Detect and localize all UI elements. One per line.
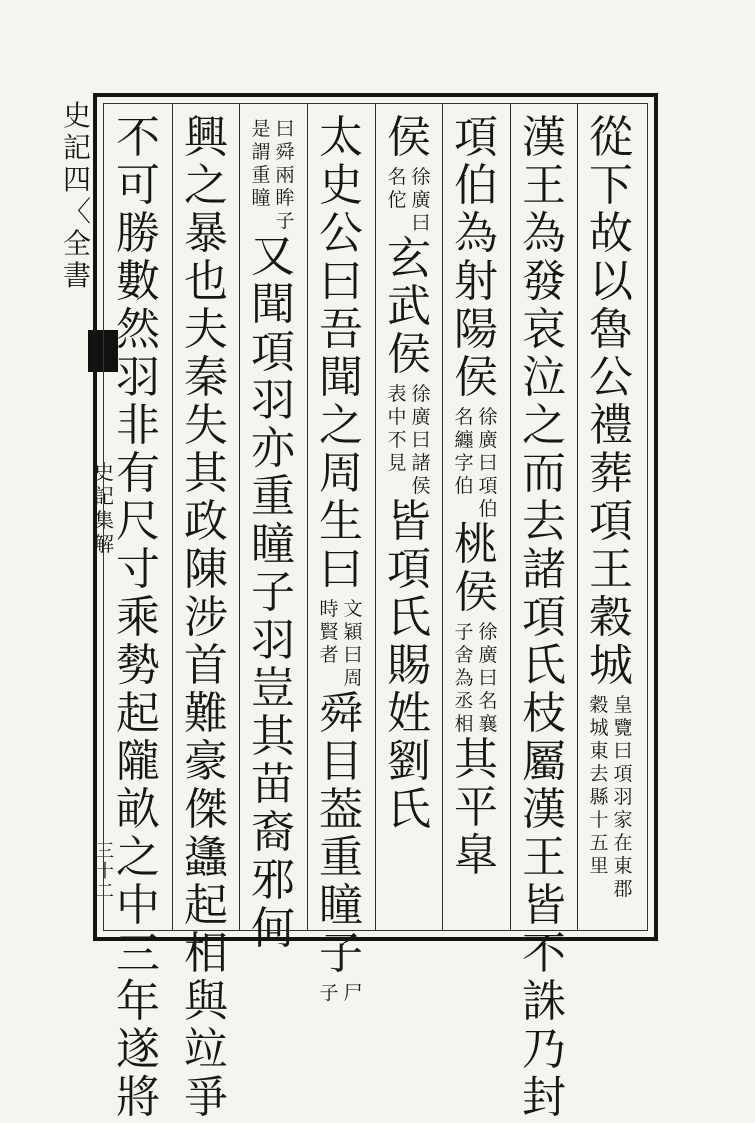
main-text-char: 之 — [116, 832, 160, 883]
annotation-line — [410, 166, 432, 235]
main-text-char: 子 — [319, 928, 363, 979]
main-text-char: 失 — [184, 400, 228, 451]
main-text-char: 聞 — [319, 352, 363, 403]
main-text-char: 勢 — [116, 640, 160, 691]
main-text-char: 傑 — [184, 784, 228, 835]
annotation-char: 東 — [589, 740, 609, 762]
main-text-char: 氏 — [387, 592, 431, 643]
margin-title-char: 記 — [62, 131, 91, 164]
annotation-char: 穎 — [343, 621, 363, 643]
annotation-char: 廣 — [411, 189, 431, 211]
annotation-char: 東 — [613, 855, 633, 877]
column-rule — [375, 104, 376, 930]
annotation-char: 兩 — [275, 164, 295, 186]
main-text-char: 中 — [116, 880, 160, 931]
margin-title — [62, 100, 92, 292]
column-rule — [172, 104, 173, 930]
annotation-char: 曰 — [343, 644, 363, 666]
main-text-char: 其 — [454, 734, 498, 785]
main-text-char: 公 — [589, 352, 633, 403]
annotation-char: 曰 — [275, 118, 295, 140]
annotation-char: 項 — [613, 763, 633, 785]
main-text-char: 而 — [522, 448, 566, 499]
main-text-char: 羽 — [251, 615, 295, 666]
annotation-char: 曰 — [411, 429, 431, 451]
annotation-char: 里 — [589, 855, 609, 877]
main-text-char: 暴 — [184, 208, 228, 259]
main-text-char: 瞳 — [251, 519, 295, 570]
margin-title-char: 全 — [62, 227, 91, 260]
main-text-char: 爭 — [184, 1072, 228, 1123]
main-text-char: 故 — [589, 208, 633, 259]
annotation-char: 周 — [343, 667, 363, 689]
main-text-char: 子 — [251, 567, 295, 618]
annotation-char: 羽 — [613, 786, 633, 808]
main-text-char: 史 — [319, 160, 363, 211]
column-rule — [307, 104, 308, 930]
text-column — [577, 114, 645, 901]
annotation-note — [453, 621, 499, 736]
main-text-char: 漢 — [522, 112, 566, 163]
main-text-char: 年 — [116, 976, 160, 1027]
annotation-char: 皇 — [613, 694, 633, 716]
annotation-char: 見 — [387, 452, 407, 474]
main-text-char: 魯 — [589, 304, 633, 355]
annotation-char: 曰 — [613, 740, 633, 762]
main-text-char: 項 — [251, 327, 295, 378]
annotation-char: 賢 — [319, 621, 339, 643]
annotation-char: 十 — [589, 809, 609, 831]
annotation-line — [342, 598, 364, 690]
main-text-char: 涉 — [184, 592, 228, 643]
main-text-char: 封 — [522, 1072, 566, 1123]
margin-title-char: 〈 — [62, 195, 91, 228]
main-text-char: 與 — [184, 976, 228, 1027]
annotation-char: 佗 — [387, 189, 407, 211]
main-text-char: 其 — [251, 711, 295, 762]
main-text-char: 去 — [522, 496, 566, 547]
main-text-char: 之 — [522, 400, 566, 451]
annotation-char: 徐 — [411, 166, 431, 188]
main-text-char: 勝 — [116, 208, 160, 259]
main-text-char: 項 — [387, 544, 431, 595]
margin-subtitle-char: 記 — [94, 484, 114, 508]
annotation-char: 者 — [319, 644, 339, 666]
annotation-char: 去 — [589, 763, 609, 785]
main-text-char: 重 — [319, 832, 363, 883]
main-text-char: 興 — [184, 112, 228, 163]
annotation-char: 子 — [319, 982, 339, 1004]
annotation-line — [453, 406, 475, 521]
annotation-char: 子 — [454, 621, 474, 643]
text-column — [375, 114, 443, 834]
annotation-char: 謂 — [251, 141, 271, 163]
main-text-char: 秦 — [184, 352, 228, 403]
annotation-char: 徐 — [478, 406, 498, 428]
main-text-char: 將 — [116, 1072, 160, 1123]
main-text-char: 公 — [319, 208, 363, 259]
annotation-note — [386, 166, 432, 235]
main-text-char: 首 — [184, 640, 228, 691]
main-text-char: 乃 — [522, 1024, 566, 1075]
main-text-char: 政 — [184, 496, 228, 547]
main-text-char: 屬 — [522, 736, 566, 787]
main-text-char: 項 — [522, 592, 566, 643]
text-column — [239, 114, 307, 953]
text-column — [172, 114, 240, 1122]
main-text-char: 賜 — [387, 640, 431, 691]
main-text-char: 王 — [522, 160, 566, 211]
main-text-char: 舜 — [319, 688, 363, 739]
margin-title-char: 史 — [62, 99, 91, 132]
main-text-char: 豪 — [184, 736, 228, 787]
annotation-line — [410, 383, 432, 498]
annotation-char: 重 — [251, 164, 271, 186]
main-text-char: 劉 — [387, 736, 431, 787]
annotation-char: 文 — [343, 598, 363, 620]
annotation-char: 是 — [251, 118, 271, 140]
annotation-char: 為 — [454, 667, 474, 689]
main-text-char: 目 — [319, 736, 363, 787]
main-text-char: 周 — [319, 448, 363, 499]
annotation-char: 眸 — [275, 187, 295, 209]
main-text-char: 又 — [251, 231, 295, 282]
main-text-char: 裔 — [251, 807, 295, 858]
main-text-char: 起 — [116, 688, 160, 739]
main-text-char: 項 — [589, 496, 633, 547]
main-text-char: 豈 — [251, 663, 295, 714]
main-text-char: 蠭 — [184, 832, 228, 883]
main-text-char: 起 — [184, 880, 228, 931]
main-text-char: 可 — [116, 160, 160, 211]
annotation-line — [250, 118, 272, 233]
text-column — [307, 114, 375, 1005]
main-text-char: 也 — [184, 256, 228, 307]
main-text-char: 難 — [184, 688, 228, 739]
main-text-char: 城 — [589, 640, 633, 691]
annotation-char: 廣 — [478, 429, 498, 451]
main-text-char: 相 — [184, 928, 228, 979]
annotation-char: 曰 — [411, 212, 431, 234]
annotation-char: 襄 — [478, 713, 498, 735]
main-text-char: 項 — [454, 112, 498, 163]
main-text-char: 之 — [319, 400, 363, 451]
main-text-char: 其 — [184, 448, 228, 499]
main-text-char: 泣 — [522, 352, 566, 403]
annotation-char: 徐 — [411, 383, 431, 405]
annotation-char: 在 — [613, 832, 633, 854]
main-text-char: 重 — [251, 471, 295, 522]
main-text-char: 漢 — [522, 784, 566, 835]
main-text-char: 尺 — [116, 496, 160, 547]
annotation-char: 相 — [454, 713, 474, 735]
page-number: 三十二 — [96, 841, 114, 902]
annotation-char: 覽 — [613, 717, 633, 739]
main-text-char: 發 — [522, 256, 566, 307]
annotation-char: 郡 — [613, 878, 633, 900]
annotation-line — [477, 406, 499, 521]
main-text-char: 王 — [522, 832, 566, 883]
annotation-char: 伯 — [478, 498, 498, 520]
main-text-char: 畝 — [116, 784, 160, 835]
main-text-char: 陳 — [184, 544, 228, 595]
annotation-char: 家 — [613, 809, 633, 831]
annotation-char: 字 — [454, 452, 474, 474]
column-rule — [510, 104, 511, 930]
main-text-char: 羽 — [251, 375, 295, 426]
main-text-char: 非 — [116, 400, 160, 451]
main-text-char: 曰 — [319, 256, 363, 307]
main-text-char: 射 — [454, 256, 498, 307]
main-text-char: 穀 — [589, 592, 633, 643]
text-column — [104, 114, 172, 1122]
annotation-char: 縣 — [589, 786, 609, 808]
main-text-char: 侯 — [454, 352, 498, 403]
annotation-note — [588, 694, 634, 901]
annotation-note — [453, 406, 499, 521]
main-text-char: 苗 — [251, 759, 295, 810]
annotation-char: 子 — [275, 210, 295, 232]
annotation-note — [318, 598, 364, 690]
annotation-char: 五 — [589, 832, 609, 854]
main-text-char: 生 — [319, 496, 363, 547]
main-text-char: 夫 — [184, 304, 228, 355]
annotation-char: 項 — [478, 475, 498, 497]
main-text-char: 玄 — [387, 233, 431, 284]
annotation-line — [318, 982, 340, 1005]
main-text-char: 聞 — [251, 279, 295, 330]
main-text-char: 葢 — [319, 784, 363, 835]
main-text-char: 桃 — [454, 519, 498, 570]
annotation-char: 舜 — [275, 141, 295, 163]
annotation-char: 表 — [387, 383, 407, 405]
main-text-char: 為 — [454, 208, 498, 259]
main-text-char: 皆 — [387, 496, 431, 547]
main-text-char: 皐 — [454, 830, 498, 881]
main-text-char: 曰 — [319, 544, 363, 595]
annotation-char: 曰 — [478, 667, 498, 689]
main-text-char: 何 — [251, 903, 295, 954]
main-text-char: 枝 — [522, 688, 566, 739]
annotation-note — [318, 982, 364, 1005]
annotation-line — [386, 166, 408, 235]
text-frame-inner — [103, 103, 648, 1123]
main-text-char: 寸 — [116, 544, 160, 595]
main-text-char: 誅 — [522, 976, 566, 1027]
main-text-char: 然 — [116, 304, 160, 355]
annotation-char: 名 — [478, 690, 498, 712]
annotation-char: 諸 — [411, 452, 431, 474]
margin-subtitle-char: 集 — [94, 508, 114, 532]
main-text-char: 王 — [589, 544, 633, 595]
text-column — [510, 114, 578, 1122]
annotation-line — [274, 118, 296, 233]
main-text-char: 武 — [387, 281, 431, 332]
main-text-char: 竝 — [184, 1024, 228, 1075]
annotation-line — [477, 621, 499, 736]
main-text-char: 葬 — [589, 448, 633, 499]
main-text-char: 諸 — [522, 544, 566, 595]
main-text-char: 以 — [589, 256, 633, 307]
annotation-char: 侯 — [411, 475, 431, 497]
annotation-char: 徐 — [478, 621, 498, 643]
annotation-line — [612, 694, 634, 901]
main-text-char: 遂 — [116, 1024, 160, 1075]
main-text-char: 陽 — [454, 304, 498, 355]
annotation-line — [588, 694, 610, 901]
annotation-char: 纏 — [454, 429, 474, 451]
main-text-char: 隴 — [116, 736, 160, 787]
main-text-char: 氏 — [522, 640, 566, 691]
main-text-char: 為 — [522, 208, 566, 259]
main-text-char: 伯 — [454, 160, 498, 211]
annotation-line — [453, 621, 475, 736]
main-text-char: 邪 — [251, 855, 295, 906]
annotation-line — [386, 383, 408, 498]
main-text-char: 侯 — [387, 112, 431, 163]
main-text-char: 三 — [116, 928, 160, 979]
annotation-char: 尸 — [343, 982, 363, 1004]
annotation-char: 名 — [454, 406, 474, 428]
annotation-char: 曰 — [478, 452, 498, 474]
text-frame — [93, 93, 658, 1123]
margin-subtitle-char: 解 — [94, 532, 114, 556]
text-column — [442, 114, 510, 880]
main-text-char: 侯 — [387, 329, 431, 380]
main-text-char: 乘 — [116, 592, 160, 643]
annotation-note — [250, 118, 296, 233]
main-text-char: 太 — [319, 112, 363, 163]
margin-title-char: 書 — [62, 259, 91, 292]
annotation-char: 城 — [589, 717, 609, 739]
main-text-char: 侯 — [454, 567, 498, 618]
annotation-char: 名 — [387, 166, 407, 188]
main-text-char: 姓 — [387, 688, 431, 739]
main-text-char: 數 — [116, 256, 160, 307]
main-text-char: 下 — [589, 160, 633, 211]
main-text-char: 羽 — [116, 352, 160, 403]
annotation-char: 瞳 — [251, 187, 271, 209]
annotation-char: 廣 — [478, 644, 498, 666]
main-text-char: 不 — [116, 112, 160, 163]
annotation-char: 舍 — [454, 644, 474, 666]
main-text-char: 從 — [589, 112, 633, 163]
main-text-char: 平 — [454, 782, 498, 833]
annotation-char: 丞 — [454, 690, 474, 712]
main-text-char: 禮 — [589, 400, 633, 451]
annotation-line — [318, 598, 340, 690]
main-text-char: 瞳 — [319, 880, 363, 931]
main-text-char: 皆 — [522, 880, 566, 931]
annotation-char: 不 — [387, 429, 407, 451]
main-text-char: 不 — [522, 928, 566, 979]
annotation-char: 廣 — [411, 406, 431, 428]
annotation-char: 穀 — [589, 694, 609, 716]
margin-subtitle-char: 史 — [94, 460, 114, 484]
main-text-char: 氏 — [387, 784, 431, 835]
annotation-char: 伯 — [454, 475, 474, 497]
annotation-char: 中 — [387, 406, 407, 428]
main-text-char: 亦 — [251, 423, 295, 474]
annotation-char: 時 — [319, 598, 339, 620]
main-text-char: 吾 — [319, 304, 363, 355]
main-text-char: 之 — [184, 160, 228, 211]
annotation-line — [342, 982, 364, 1005]
margin-title-char: 四 — [62, 163, 91, 196]
annotation-note — [386, 383, 432, 498]
main-text-char: 有 — [116, 448, 160, 499]
main-text-char: 哀 — [522, 304, 566, 355]
